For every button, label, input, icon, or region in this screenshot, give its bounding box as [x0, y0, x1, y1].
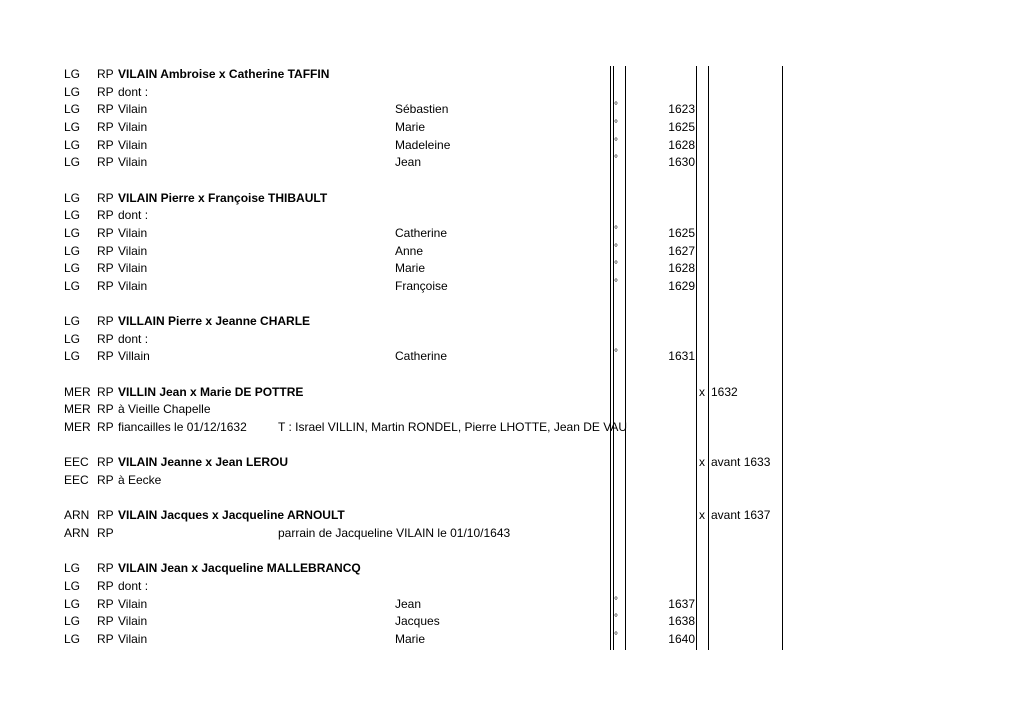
register-code: RP	[97, 208, 114, 223]
birth-year: 1629	[668, 278, 695, 293]
record-text: VILAIN Jeanne x Jean LEROU	[118, 455, 289, 470]
table-row	[0, 348, 1024, 366]
source-code: LG	[64, 614, 81, 629]
birth-year: 1625	[668, 119, 695, 134]
source-code: LG	[64, 84, 81, 99]
birth-year: 1637	[668, 596, 695, 611]
source-code: EEC	[64, 455, 89, 470]
source-code: LG	[64, 155, 81, 170]
record-note: T : Israel VILLIN, Martin RONDEL, Pierre LHOTTE, Jean DE VAU	[278, 420, 627, 434]
source-code: LG	[64, 225, 81, 240]
source-code: LG	[64, 243, 81, 258]
table-row	[0, 119, 1024, 137]
source-code: LG	[64, 561, 81, 576]
record-text: à Vieille Chapelle	[118, 402, 211, 417]
register-code: RP	[97, 525, 114, 540]
given-name: Jean	[395, 596, 422, 611]
register-code: RP	[97, 190, 114, 205]
table-row	[0, 207, 1024, 225]
record-text: Vilain	[118, 596, 148, 611]
given-name: Marie	[395, 119, 426, 134]
record-text: Villain	[118, 349, 150, 364]
marriage-date: 1632	[711, 384, 738, 399]
source-code: LG	[64, 190, 81, 205]
register-code: RP	[97, 155, 114, 170]
register-code: RP	[97, 278, 114, 293]
register-code: RP	[97, 102, 114, 117]
record-text: VILAIN Pierre x Françoise THIBAULT	[118, 190, 328, 205]
source-code: LG	[64, 119, 81, 134]
table-row	[0, 295, 1024, 313]
birth-year: 1631	[668, 349, 695, 364]
table-row	[0, 172, 1024, 190]
table-row	[0, 472, 1024, 490]
given-name: Catherine	[395, 225, 448, 240]
birth-marker: °	[614, 224, 618, 236]
source-code: LG	[64, 137, 81, 152]
source-code: MER	[64, 420, 91, 434]
source-code: LG	[64, 331, 81, 346]
table-row	[0, 278, 1024, 296]
table-row	[0, 260, 1024, 278]
source-code: MER	[64, 384, 91, 399]
table-row	[0, 190, 1024, 208]
register-code: RP	[97, 402, 114, 417]
birth-marker: °	[614, 260, 618, 272]
record-text: Vilain	[118, 137, 148, 152]
birth-year: 1623	[668, 102, 695, 117]
table-row	[0, 437, 1024, 455]
register-code: RP	[97, 614, 114, 629]
table-row	[0, 578, 1024, 596]
marriage-marker: x	[699, 508, 705, 523]
given-name: Françoise	[395, 278, 448, 293]
table-row	[0, 490, 1024, 508]
table-row	[0, 313, 1024, 331]
register-code: RP	[97, 578, 114, 593]
table-row	[0, 366, 1024, 384]
given-name: Marie	[395, 261, 426, 276]
table-row	[0, 225, 1024, 243]
birth-marker: °	[614, 118, 618, 130]
source-code: ARN	[64, 508, 90, 523]
register-code: RP	[97, 137, 114, 152]
record-text: Vilain	[118, 155, 148, 170]
given-name: Anne	[395, 243, 424, 258]
table-row	[0, 101, 1024, 119]
register-code: RP	[97, 119, 114, 134]
birth-year: 1630	[668, 155, 695, 170]
birth-year: 1628	[668, 261, 695, 276]
register-code: RP	[97, 243, 114, 258]
source-code: LG	[64, 349, 81, 364]
record-text: Vilain	[118, 119, 148, 134]
record-text: dont :	[118, 208, 149, 223]
table-row	[0, 331, 1024, 349]
register-code: RP	[97, 225, 114, 240]
register-code: RP	[97, 455, 114, 470]
record-text: dont :	[118, 84, 149, 99]
birth-marker: °	[614, 154, 618, 166]
table-row	[0, 613, 1024, 631]
record-text: VILLIN Jean x Marie DE POTTRE	[118, 384, 304, 399]
table-row	[0, 596, 1024, 614]
table-row	[0, 525, 1024, 543]
birth-year: 1625	[668, 225, 695, 240]
table-row	[0, 243, 1024, 261]
register-code: RP	[97, 67, 114, 81]
register-code: RP	[97, 420, 114, 434]
source-code: LG	[64, 578, 81, 593]
register-code: RP	[97, 472, 114, 487]
source-code: LG	[64, 102, 81, 117]
table-row	[0, 543, 1024, 561]
table-row	[0, 384, 1024, 402]
table-row	[0, 560, 1024, 578]
table-row	[0, 507, 1024, 525]
record-text: dont :	[118, 578, 149, 593]
marriage-marker: x	[699, 455, 705, 470]
record-note: parrain de Jacqueline VILAIN le 01/10/1643	[278, 525, 511, 540]
record-text: Vilain	[118, 243, 148, 258]
record-text: dont :	[118, 331, 149, 346]
record-text: Vilain	[118, 225, 148, 240]
register-code: RP	[97, 314, 114, 329]
source-code: LG	[64, 261, 81, 276]
table-row	[0, 66, 1024, 84]
table-row	[0, 631, 1024, 649]
birth-year: 1638	[668, 614, 695, 629]
birth-marker: °	[614, 595, 618, 607]
register-code: RP	[97, 631, 114, 646]
source-code: LG	[64, 67, 81, 81]
source-code: LG	[64, 208, 81, 223]
given-name: Jean	[395, 155, 422, 170]
record-text: VILAIN Ambroise x Catherine TAFFIN	[118, 67, 330, 81]
birth-year: 1640	[668, 631, 695, 646]
source-code: LG	[64, 314, 81, 329]
source-code: LG	[64, 278, 81, 293]
record-text: VILAIN Jacques x Jacqueline ARNOULT	[118, 508, 345, 523]
record-text: VILAIN Jean x Jacqueline MALLEBRANCQ	[118, 561, 361, 576]
record-text: à Eecke	[118, 472, 162, 487]
birth-marker: °	[614, 242, 618, 254]
birth-year: 1627	[668, 243, 695, 258]
record-text: Vilain	[118, 278, 148, 293]
birth-marker: °	[614, 136, 618, 148]
marriage-date: avant 1637	[711, 508, 771, 523]
table-row	[0, 84, 1024, 102]
register-code: RP	[97, 561, 114, 576]
source-code: ARN	[64, 525, 90, 540]
marriage-date: avant 1633	[711, 455, 771, 470]
source-code: LG	[64, 631, 81, 646]
table-row	[0, 401, 1024, 419]
table-row	[0, 137, 1024, 155]
birth-year: 1628	[668, 137, 695, 152]
register-code: RP	[97, 84, 114, 99]
birth-marker: °	[614, 101, 618, 113]
given-name: Jacques	[395, 614, 440, 629]
record-text: fiancailles le 01/12/1632	[118, 420, 247, 434]
record-text: Vilain	[118, 614, 148, 629]
register-code: RP	[97, 331, 114, 346]
marriage-marker: x	[699, 384, 705, 399]
source-code: LG	[64, 596, 81, 611]
register-code: RP	[97, 508, 114, 523]
register-code: RP	[97, 384, 114, 399]
given-name: Madeleine	[395, 137, 451, 152]
source-code: EEC	[64, 472, 89, 487]
table-row	[0, 154, 1024, 172]
given-name: Catherine	[395, 349, 448, 364]
table-row	[0, 419, 1024, 437]
register-code: RP	[97, 596, 114, 611]
register-code: RP	[97, 349, 114, 364]
birth-marker: °	[614, 277, 618, 289]
given-name: Sébastien	[395, 102, 449, 117]
record-text: VILLAIN Pierre x Jeanne CHARLE	[118, 314, 311, 329]
register-code: RP	[97, 261, 114, 276]
record-text: Vilain	[118, 261, 148, 276]
given-name: Marie	[395, 631, 426, 646]
record-text: Vilain	[118, 102, 148, 117]
source-code: MER	[64, 402, 91, 417]
birth-marker: °	[614, 630, 618, 642]
record-text: Vilain	[118, 631, 148, 646]
table-row	[0, 454, 1024, 472]
birth-marker: °	[614, 613, 618, 625]
birth-marker: °	[614, 348, 618, 360]
